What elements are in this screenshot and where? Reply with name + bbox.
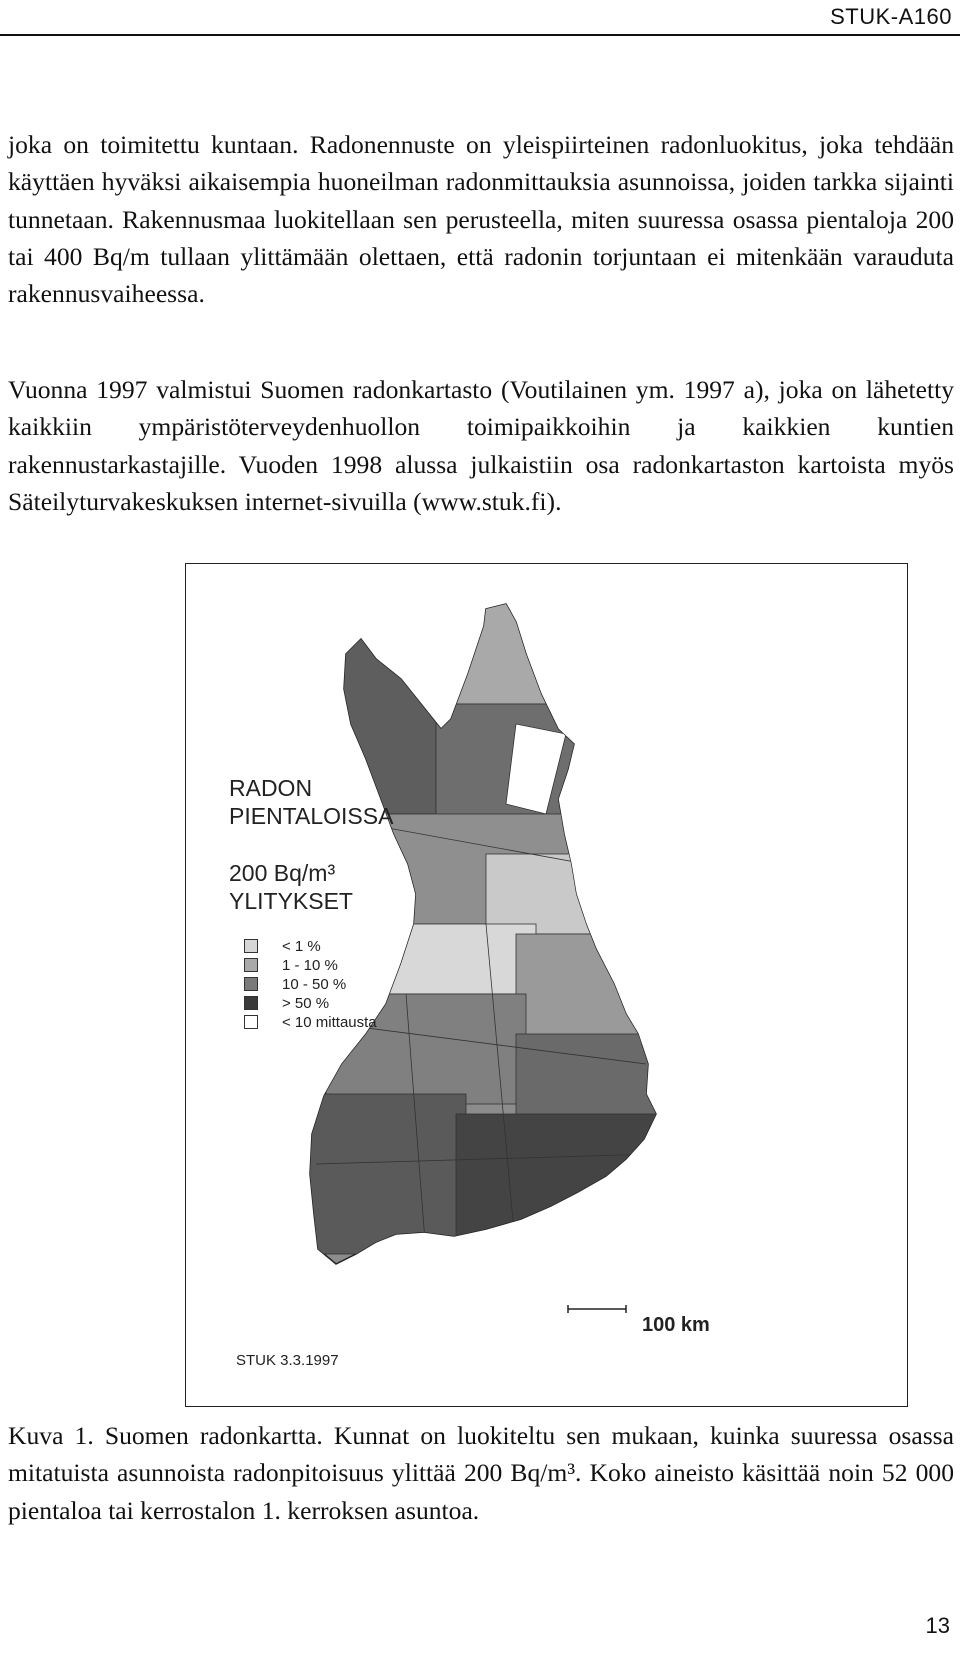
legend-swatch <box>244 939 258 953</box>
region-savo <box>516 1034 656 1124</box>
page-number: 13 <box>925 1613 950 1638</box>
page-header <box>0 0 960 42</box>
region-ostrobothnia <box>376 924 536 994</box>
map-date-stamp: STUK 3.3.1997 <box>236 1352 339 1369</box>
report-id: STUK-A160 <box>830 4 952 29</box>
legend-item <box>244 994 329 1012</box>
legend-swatch <box>244 1015 258 1029</box>
map-subtitle-line-1: 200 Bq/m³ <box>229 860 336 886</box>
legend-item <box>244 1013 377 1031</box>
map-title-line-2: PIENTALOISSA <box>229 803 394 829</box>
legend-item <box>244 956 338 974</box>
figure-caption: Kuva 1. Suomen radonkartta. Kunnat on luokiteltu sen mukaan, kuinka suuressa osassa mitatuista asunnoista radonpitoisuus ylittää 200 Bq/m³. Koko aineisto käsittää noin 52 000 pientaloa tai kerrostalon 1. kerroksen asuntoa. <box>8 1421 954 1525</box>
map-subtitle-line-2: YLITYKSET <box>229 888 353 914</box>
map-title-line-1: RADON <box>229 775 313 801</box>
region-central-finland <box>326 994 526 1104</box>
legend-label: < 10 mittausta <box>282 1013 377 1031</box>
legend-label: 1 - 10 % <box>282 956 338 974</box>
region-south-finland <box>456 1114 656 1254</box>
legend-swatch <box>244 977 258 991</box>
region-karelia <box>516 934 656 1044</box>
legend-swatch <box>244 996 258 1010</box>
legend-label: < 1 % <box>282 937 321 955</box>
radon-map-figure <box>185 563 908 1407</box>
legend-item <box>244 975 346 993</box>
body-paragraph: joka on toimitettu kuntaan. Radonennuste on yleispiirteinen radonluokitus, joka tehdään käyttäen hyväksi aikaisempia huoneilman radonmittauksia asunnoissa, joiden tarkka sijainti tunnetaan. Rakennusmaa luokitellaan sen perusteella, miten suuressa osassa pientaloja 200 tai 400 Bq/m tullaan ylittämään olettaen, että radonin torjuntaan ei mitenkään varauduta rakennusvaiheessa. <box>8 130 954 309</box>
region-west-finland <box>306 1094 466 1254</box>
header-rule <box>0 34 960 36</box>
region-kainuu <box>486 854 596 934</box>
legend-label: 10 - 50 % <box>282 975 347 993</box>
scale-label: 100 km <box>642 1314 710 1336</box>
region-west-lapland <box>306 634 436 814</box>
legend-item <box>244 937 321 955</box>
region-upper-lapland <box>426 594 586 704</box>
legend-swatch <box>244 958 258 972</box>
body-paragraph: Vuonna 1997 valmistui Suomen radonkartasto (Voutilainen ym. 1997 a), joka on lähetetty kaikkiin ympäristöterveydenhuollon toimipaikkoihin ja kaikkien kuntien rakennustarkastajille. Vuoden 1998 alussa julkaistiin osa radonkartaston kartoista myös Säteilyturvakeskuksen internet-sivuilla (www.stuk.fi). <box>8 375 954 516</box>
legend-label: > 50 % <box>282 994 330 1012</box>
